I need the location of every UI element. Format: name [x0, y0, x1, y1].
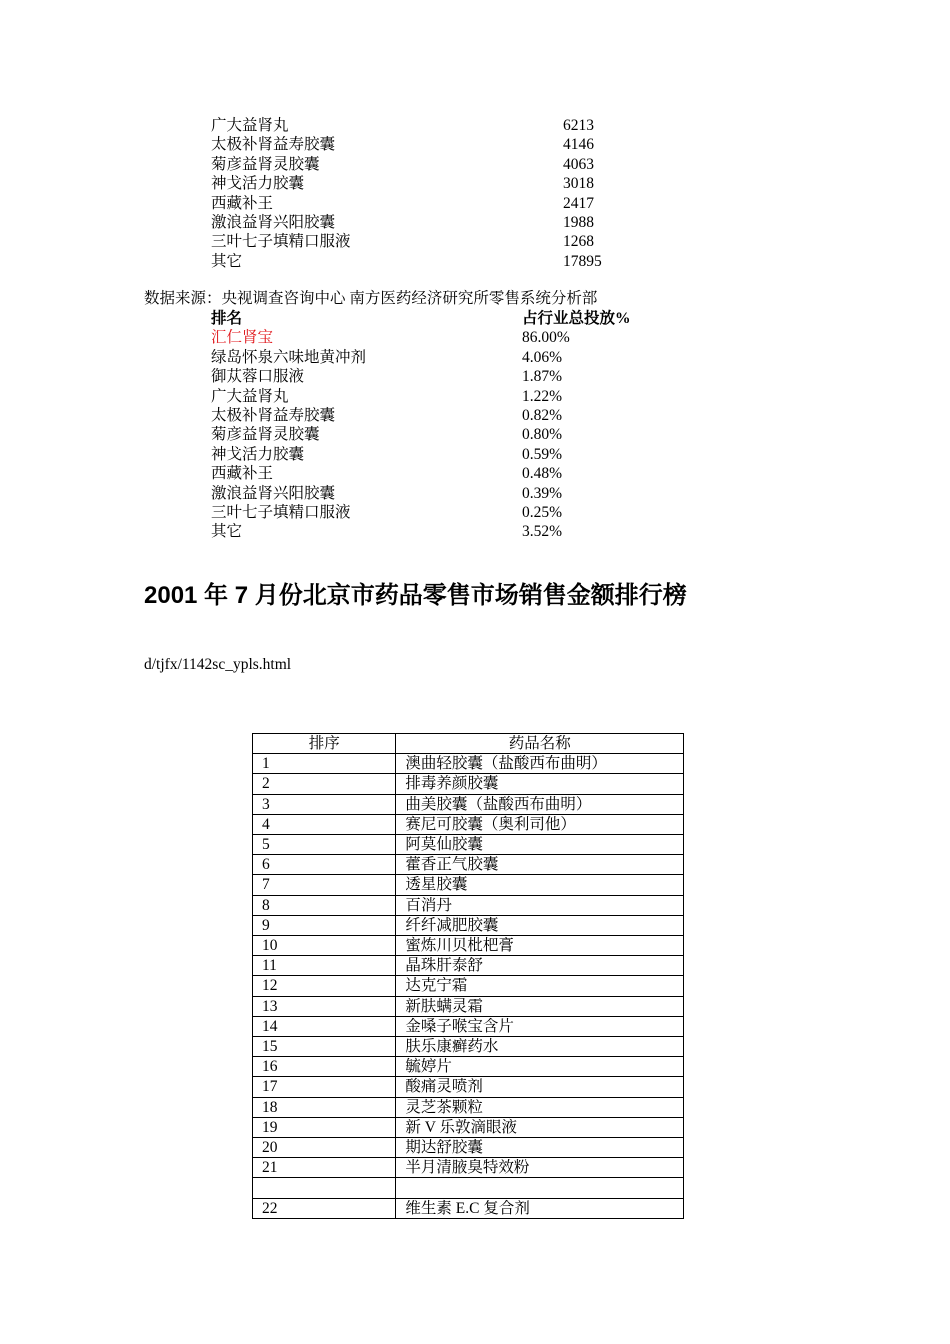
brand-name: 菊彦益肾灵胶囊	[211, 426, 320, 444]
drug-name-cell	[396, 1178, 684, 1198]
header-share-label: 占行业总投放%	[522, 310, 631, 327]
list-item	[211, 484, 671, 503]
item-name: 广大益肾丸	[211, 117, 289, 134]
table-row	[253, 814, 684, 834]
share-value: 1.87%	[522, 368, 563, 386]
table-row	[253, 956, 684, 976]
item-value: 4063	[563, 155, 594, 173]
item-name: 激浪益肾兴阳胶囊	[211, 213, 336, 231]
rank-cell: 7	[253, 875, 396, 895]
list-item	[211, 194, 631, 213]
table-row	[253, 936, 684, 956]
rank-cell: 11	[253, 956, 396, 976]
ranking-table-header	[253, 734, 684, 754]
brand-name: 太极补肾益寿胶囊	[211, 406, 336, 424]
item-name: 菊彦益肾灵胶囊	[211, 155, 320, 173]
section-title: 2001 年 7 月份北京市药品零售市场销售金额排行榜	[144, 582, 687, 609]
table-row	[253, 976, 684, 996]
item-name: 西藏补王	[211, 194, 274, 212]
drug-name-cell: 藿香正气胶囊	[396, 855, 684, 875]
item-value: 1988	[563, 213, 594, 231]
item-value: 2417	[563, 194, 594, 212]
list-item	[211, 213, 631, 232]
item-value: 6213	[563, 117, 594, 134]
list-item	[211, 232, 631, 251]
list-item	[211, 503, 671, 522]
header-rank-label: 排名	[211, 310, 243, 327]
ranking-table	[252, 733, 684, 1219]
list-item	[211, 367, 671, 386]
share-value: 0.59%	[522, 445, 563, 463]
brand-name: 神戈活力胶囊	[211, 445, 305, 463]
data-source-note: 数据来源：央视调查咨询中心 南方医药经济研究所零售系统分析部	[144, 290, 598, 307]
table-row	[253, 855, 684, 875]
table-row	[253, 1037, 684, 1057]
brand-name: 三叶七子填精口服液	[211, 503, 351, 521]
table-row	[253, 835, 684, 855]
table-row	[253, 1077, 684, 1097]
brand-name: 激浪益肾兴阳胶囊	[211, 484, 336, 502]
item-value: 17895	[563, 252, 602, 270]
list-item	[211, 464, 671, 483]
list-item	[211, 155, 631, 174]
table-row	[253, 1178, 684, 1198]
rank-cell: 12	[253, 976, 396, 996]
table-row	[253, 1158, 684, 1178]
header-order: 排序	[253, 734, 396, 754]
list-item	[211, 135, 631, 154]
item-value: 3018	[563, 175, 594, 193]
drug-name-cell: 阿莫仙胶囊	[396, 835, 684, 855]
drug-name-cell: 蜜炼川贝枇杷膏	[396, 936, 684, 956]
drug-name-cell: 半月清腋臭特效粉	[396, 1158, 684, 1178]
drug-name-cell: 赛尼可胶囊（奥利司他）	[396, 814, 684, 834]
table-row	[253, 754, 684, 774]
table-row	[253, 1057, 684, 1077]
share-value: 4.06%	[522, 348, 563, 366]
rank-cell: 18	[253, 1097, 396, 1117]
rank-cell: 20	[253, 1138, 396, 1158]
drug-name-cell: 新 V 乐敦滴眼液	[396, 1117, 684, 1137]
item-value: 4146	[563, 136, 594, 154]
sales-list	[211, 116, 631, 271]
rank-cell: 21	[253, 1158, 396, 1178]
drug-name-cell: 曲美胶囊（盐酸西布曲明）	[396, 794, 684, 814]
rank-cell: 5	[253, 835, 396, 855]
drug-name-cell: 金嗓子喉宝含片	[396, 1016, 684, 1036]
brand-name: 西藏补王	[211, 465, 274, 483]
drug-name-cell: 维生素 E.C 复合剂	[396, 1198, 684, 1218]
share-value: 0.25%	[522, 503, 563, 521]
share-value: 0.82%	[522, 406, 563, 424]
table-row	[253, 1138, 684, 1158]
rank-cell: 8	[253, 895, 396, 915]
list-item	[211, 252, 631, 271]
share-value: 86.00%	[522, 329, 570, 347]
drug-name-cell: 达克宁霜	[396, 976, 684, 996]
share-value: 3.52%	[522, 523, 563, 541]
market-share-header	[211, 309, 671, 328]
rank-cell: 19	[253, 1117, 396, 1137]
brand-name: 广大益肾丸	[211, 387, 289, 405]
rank-cell: 10	[253, 936, 396, 956]
rank-cell: 17	[253, 1077, 396, 1097]
market-share-list	[211, 309, 671, 542]
list-item	[211, 174, 631, 193]
item-name: 其它	[211, 252, 243, 270]
table-row	[253, 915, 684, 935]
table-row	[253, 1097, 684, 1117]
rank-cell: 22	[253, 1198, 396, 1218]
drug-name-cell: 肤乐康癣药水	[396, 1037, 684, 1057]
rank-cell: 3	[253, 794, 396, 814]
rank-cell: 1	[253, 754, 396, 774]
table-row	[253, 875, 684, 895]
rank-cell	[253, 1178, 396, 1198]
table-row	[253, 1016, 684, 1036]
list-item	[211, 445, 671, 464]
table-row	[253, 1198, 684, 1218]
rank-cell: 4	[253, 814, 396, 834]
brand-name: 汇仁肾宝	[211, 329, 274, 347]
item-value: 1268	[563, 233, 594, 251]
brand-name: 绿岛怀泉六味地黄冲剂	[211, 348, 367, 366]
drug-name-cell: 酸痛灵喷剂	[396, 1077, 684, 1097]
share-value: 0.80%	[522, 426, 563, 444]
rank-cell: 16	[253, 1057, 396, 1077]
rank-cell: 6	[253, 855, 396, 875]
drug-name-cell: 灵芝茶颗粒	[396, 1097, 684, 1117]
drug-name-cell: 排毒养颜胶囊	[396, 774, 684, 794]
drug-name-cell: 澳曲轻胶囊（盐酸西布曲明）	[396, 754, 684, 774]
drug-name-cell: 毓婷片	[396, 1057, 684, 1077]
list-item	[211, 425, 671, 444]
brand-name: 御苁蓉口服液	[211, 368, 305, 386]
rank-cell: 13	[253, 996, 396, 1016]
item-name: 太极补肾益寿胶囊	[211, 136, 336, 154]
table-row	[253, 794, 684, 814]
url-text: d/tjfx/1142sc_ypls.html	[144, 656, 292, 673]
drug-name-cell: 百消丹	[396, 895, 684, 915]
table-row	[253, 895, 684, 915]
header-drug-name: 药品名称	[396, 734, 684, 754]
list-item	[211, 116, 631, 135]
drug-name-cell: 纤纤减肥胶囊	[396, 915, 684, 935]
list-item	[211, 406, 671, 425]
share-value: 1.22%	[522, 387, 563, 405]
rank-cell: 14	[253, 1016, 396, 1036]
drug-name-cell: 透星胶囊	[396, 875, 684, 895]
brand-name: 其它	[211, 523, 243, 541]
rank-cell: 15	[253, 1037, 396, 1057]
table-row	[253, 774, 684, 794]
item-name: 神戈活力胶囊	[211, 175, 305, 193]
drug-name-cell: 晶珠肝泰舒	[396, 956, 684, 976]
list-item	[211, 522, 671, 541]
item-name: 三叶七子填精口服液	[211, 233, 351, 251]
drug-name-cell: 新肤螨灵霜	[396, 996, 684, 1016]
list-item	[211, 348, 671, 367]
table-row	[253, 996, 684, 1016]
list-item	[211, 387, 671, 406]
table-row	[253, 1117, 684, 1137]
rank-cell: 2	[253, 774, 396, 794]
drug-name-cell: 期达舒胶囊	[396, 1138, 684, 1158]
share-value: 0.48%	[522, 465, 563, 483]
share-value: 0.39%	[522, 484, 563, 502]
rank-cell: 9	[253, 915, 396, 935]
list-item	[211, 328, 671, 347]
